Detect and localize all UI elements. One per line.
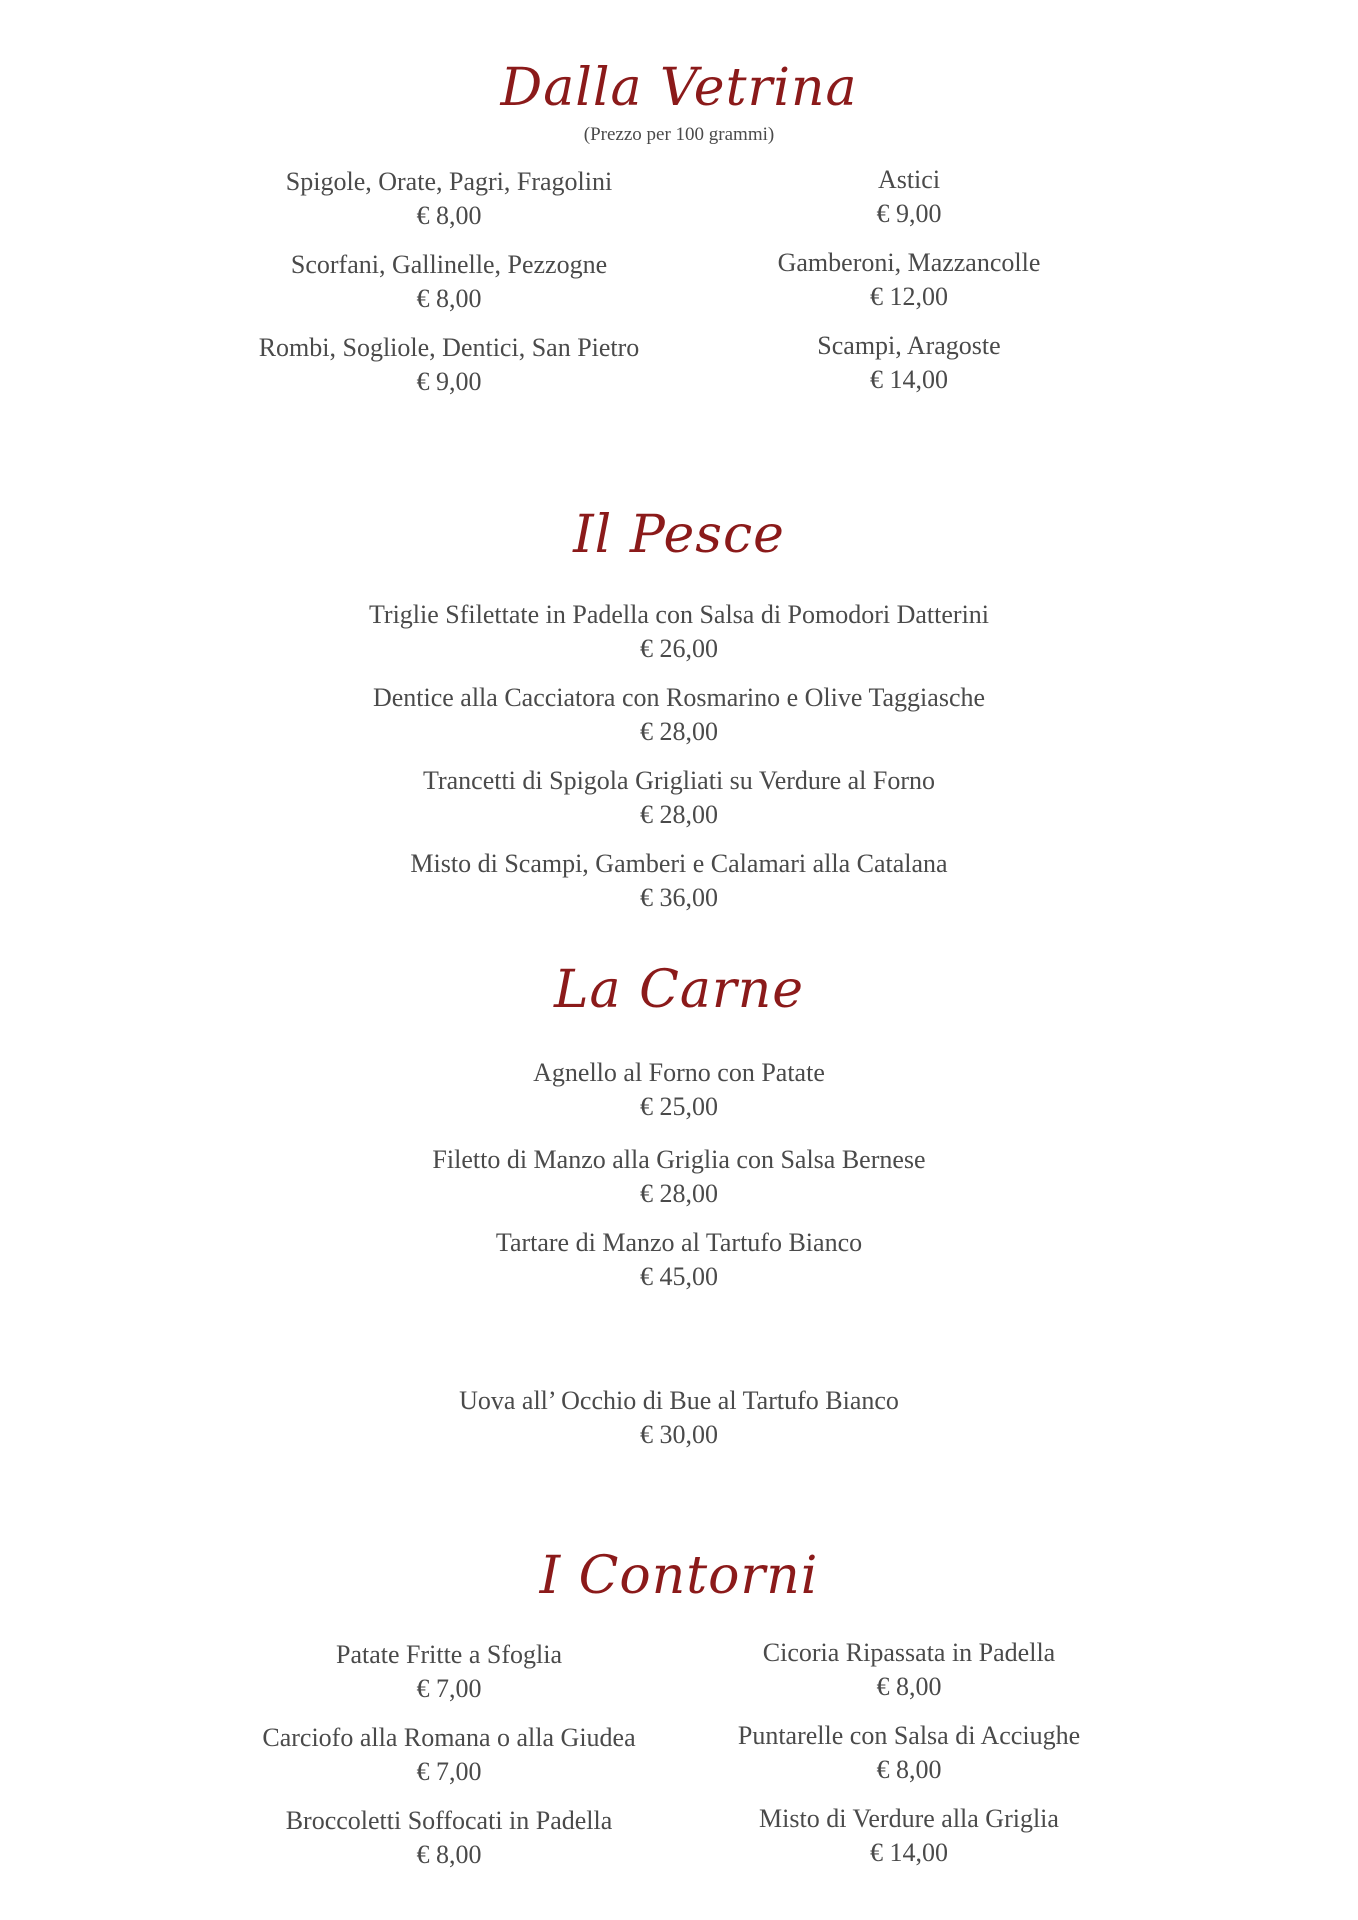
menu-item xyxy=(229,248,669,316)
item-name: Trancetti di Spigola Grigliati su Verdure al Forno xyxy=(422,766,935,795)
menu-item xyxy=(229,1384,1129,1452)
section-title-contorni: I Contorni xyxy=(539,1546,819,1606)
item-price: € 28,00 xyxy=(640,800,718,829)
section-subtitle-vetrina: (Prezzo per 100 grammi) xyxy=(583,124,775,145)
section-title-vetrina: Dalla Vetrina xyxy=(500,58,858,118)
menu-item xyxy=(229,598,1129,666)
item-price: € 14,00 xyxy=(870,1838,948,1867)
item-name: Gamberoni, Mazzancolle xyxy=(777,248,1041,277)
item-name: Uova all’ Occhio di Bue al Tartufo Bianco xyxy=(459,1386,899,1415)
item-name: Carciofo alla Romana o alla Giudea xyxy=(262,1723,636,1752)
item-price: € 8,00 xyxy=(416,201,482,230)
menu-item xyxy=(229,1143,1129,1211)
item-price: € 7,00 xyxy=(416,1674,482,1703)
item-name: Misto di Verdure alla Griglia xyxy=(759,1804,1059,1833)
item-name: Rombi, Sogliole, Dentici, San Pietro xyxy=(258,333,640,362)
item-name: Tartare di Manzo al Tartufo Bianco xyxy=(495,1228,863,1257)
menu-item xyxy=(229,681,1129,749)
item-name: Spigole, Orate, Pagri, Fragolini xyxy=(285,167,613,196)
item-price: € 9,00 xyxy=(416,367,482,396)
item-name: Puntarelle con Salsa di Acciughe xyxy=(737,1721,1081,1750)
item-price: € 25,00 xyxy=(640,1092,718,1121)
item-price: € 26,00 xyxy=(640,634,718,663)
section-title-carne: La Carne xyxy=(554,960,804,1020)
menu-item xyxy=(229,1226,1129,1294)
item-name: Dentice alla Cacciatora con Rosmarino e Olive Taggiasche xyxy=(372,683,986,712)
item-price: € 45,00 xyxy=(640,1262,718,1291)
menu-item xyxy=(689,329,1129,397)
item-price: € 8,00 xyxy=(416,284,482,313)
menu-item xyxy=(229,764,1129,832)
menu-item xyxy=(689,1719,1129,1787)
item-name: Filetto di Manzo alla Griglia con Salsa Bernese xyxy=(432,1145,926,1174)
menu-item xyxy=(229,1638,669,1706)
item-price: € 8,00 xyxy=(416,1840,482,1869)
item-name: Agnello al Forno con Patate xyxy=(533,1058,825,1087)
item-price: € 28,00 xyxy=(640,717,718,746)
item-name: Triglie Sfilettate in Padella con Salsa di Pomodori Datterini xyxy=(368,600,990,629)
item-name: Broccoletti Soffocati in Padella xyxy=(285,1806,613,1835)
menu-item xyxy=(689,1802,1129,1870)
menu-item xyxy=(229,165,669,233)
menu-item xyxy=(229,1056,1129,1124)
item-name: Misto di Scampi, Gamberi e Calamari alla Catalana xyxy=(410,849,948,878)
item-price: € 28,00 xyxy=(640,1179,718,1208)
item-price: € 9,00 xyxy=(876,199,942,228)
menu-item xyxy=(689,246,1129,314)
item-price: € 14,00 xyxy=(870,365,948,394)
item-name: Patate Fritte a Sfoglia xyxy=(335,1640,562,1669)
item-name: Astici xyxy=(877,165,941,194)
item-price: € 7,00 xyxy=(416,1757,482,1786)
item-name: Scampi, Aragoste xyxy=(817,331,1001,360)
item-name: Scorfani, Gallinelle, Pezzogne xyxy=(290,250,608,279)
menu-item xyxy=(229,847,1129,915)
item-price: € 12,00 xyxy=(870,282,948,311)
item-price: € 30,00 xyxy=(640,1420,718,1449)
menu-item xyxy=(229,1721,669,1789)
item-price: € 8,00 xyxy=(876,1755,942,1784)
item-name: Cicoria Ripassata in Padella xyxy=(762,1638,1056,1667)
menu-item xyxy=(229,1804,669,1872)
menu-item xyxy=(689,1636,1129,1704)
item-price: € 8,00 xyxy=(876,1672,942,1701)
menu-item xyxy=(689,163,1129,231)
item-price: € 36,00 xyxy=(640,883,718,912)
section-title-pesce: Il Pesce xyxy=(573,505,785,565)
menu-item xyxy=(229,331,669,399)
